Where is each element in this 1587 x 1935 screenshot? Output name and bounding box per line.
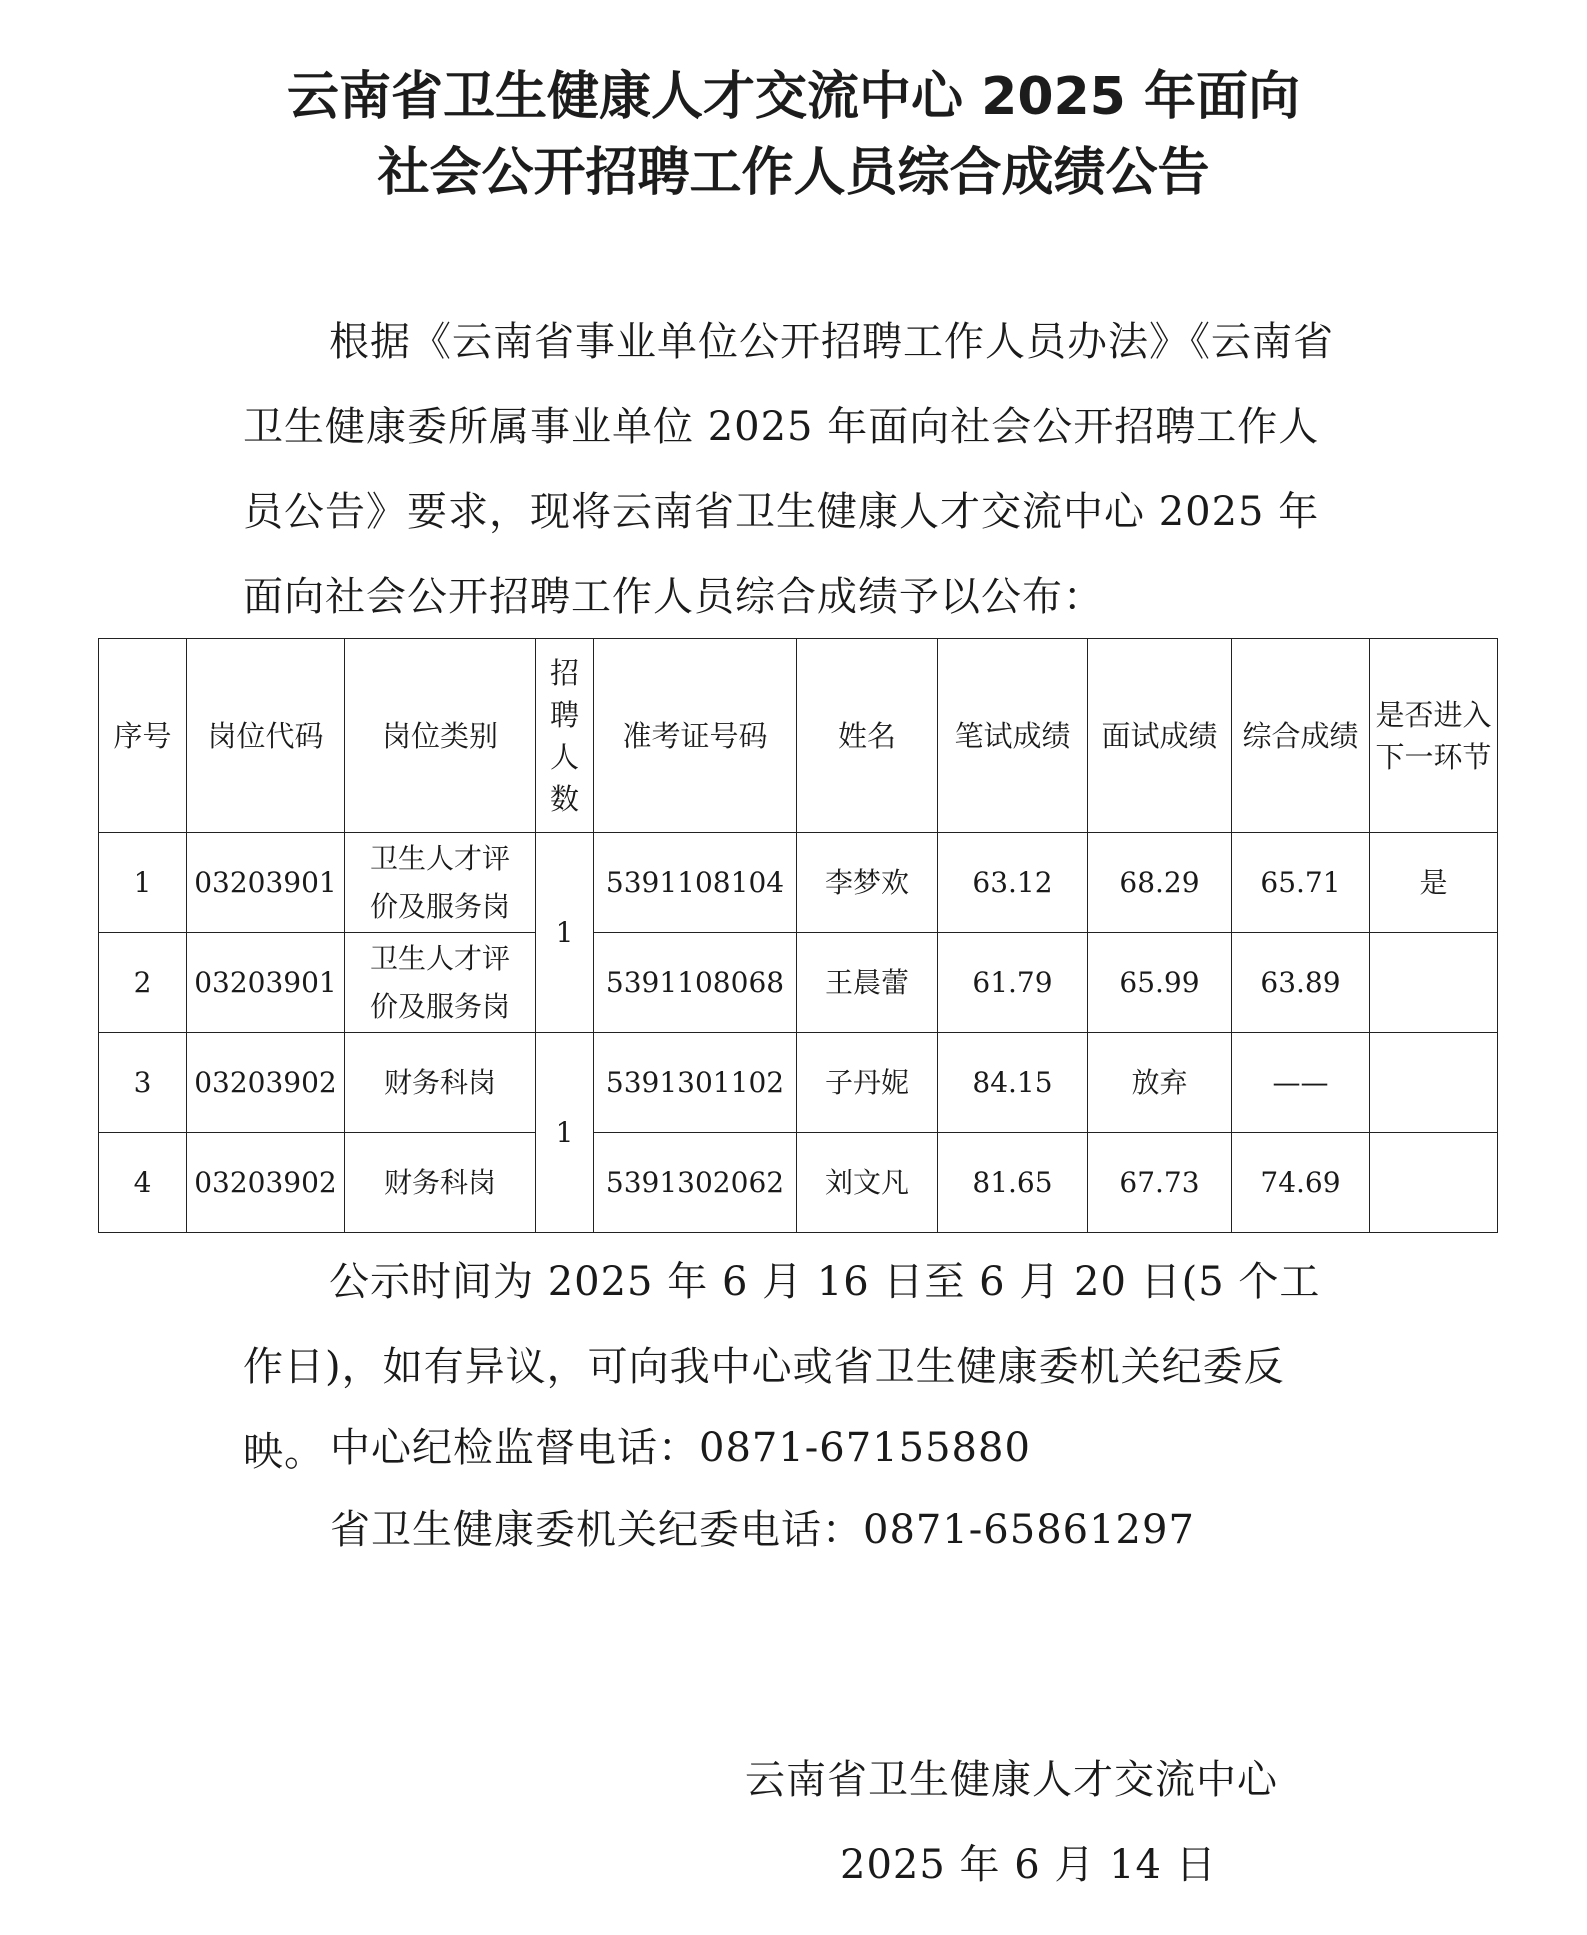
table-row xyxy=(99,933,1498,1033)
cell-post-type: 财务科岗 xyxy=(345,1033,536,1133)
cell-interview: 放弃 xyxy=(1088,1033,1232,1133)
cell-overall: 63.89 xyxy=(1232,933,1370,1033)
page-title-line-2: 社会公开招聘工作人员综合成绩公告 xyxy=(377,143,1210,203)
commission-phone: 省卫生健康委机关纪委电话：0871-65861297 xyxy=(330,1507,1195,1553)
cell-seq: 3 xyxy=(99,1033,187,1133)
cell-next: 是 xyxy=(1370,833,1498,933)
header-written: 笔试成绩 xyxy=(938,639,1088,833)
page-title-line-1: 云南省卫生健康人才交流中心 2025 年面向 xyxy=(287,67,1300,127)
cell-written: 81.65 xyxy=(938,1133,1088,1233)
cell-post-type: 卫生人才评价及服务岗 xyxy=(345,933,536,1033)
header-post-code: 岗位代码 xyxy=(187,639,345,833)
cell-headcount: 1 xyxy=(536,833,594,1033)
cell-overall: 74.69 xyxy=(1232,1133,1370,1233)
cell-interview: 67.73 xyxy=(1088,1133,1232,1233)
cell-name: 王晨蕾 xyxy=(797,933,938,1033)
intro-paragraph: 根据《云南省事业单位公开招聘工作人员办法》《云南省卫生健康委所属事业单位 2025 年面向社会公开招聘工作人员公告》要求，现将云南省卫生健康人才交流中心 2025 年面向社会公开招聘工作人员综合成绩予以公布： xyxy=(243,319,1334,620)
cell-seq: 1 xyxy=(99,833,187,933)
notice-paragraph: 公示时间为 2025 年 6 月 16 日至 6 月 20 日(5 个工作日)，如有异议，可向我中心或省卫生健康委机关纪委反映。 xyxy=(243,1259,1321,1475)
cell-post-code: 03203902 xyxy=(187,1033,345,1133)
signature-org: 云南省卫生健康人才交流中心 xyxy=(745,1757,1278,1803)
header-next: 是否进入下一环节 xyxy=(1370,639,1498,833)
cell-exam-no: 5391301102 xyxy=(594,1033,797,1133)
cell-exam-no: 5391108104 xyxy=(594,833,797,933)
header-name: 姓名 xyxy=(797,639,938,833)
cell-post-code: 03203901 xyxy=(187,833,345,933)
cell-written: 63.12 xyxy=(938,833,1088,933)
cell-overall: —— xyxy=(1232,1033,1370,1133)
cell-post-type: 卫生人才评价及服务岗 xyxy=(345,833,536,933)
cell-written: 84.15 xyxy=(938,1033,1088,1133)
cell-exam-no: 5391108068 xyxy=(594,933,797,1033)
header-exam-no: 准考证号码 xyxy=(594,639,797,833)
cell-post-code: 03203901 xyxy=(187,933,345,1033)
cell-name: 子丹妮 xyxy=(797,1033,938,1133)
cell-next xyxy=(1370,933,1498,1033)
table-row xyxy=(99,1033,1498,1133)
center-phone: 中心纪检监督电话：0871-67155880 xyxy=(330,1425,1031,1471)
cell-exam-no: 5391302062 xyxy=(594,1133,797,1233)
cell-written: 61.79 xyxy=(938,933,1088,1033)
cell-interview: 65.99 xyxy=(1088,933,1232,1033)
table-row xyxy=(99,1133,1498,1233)
header-interview: 面试成绩 xyxy=(1088,639,1232,833)
signature-date: 2025 年 6 月 14 日 xyxy=(840,1842,1217,1888)
score-table xyxy=(98,638,1498,1233)
cell-next xyxy=(1370,1133,1498,1233)
cell-headcount: 1 xyxy=(536,1033,594,1233)
cell-post-type: 财务科岗 xyxy=(345,1133,536,1233)
cell-name: 刘文凡 xyxy=(797,1133,938,1233)
cell-name: 李梦欢 xyxy=(797,833,938,933)
cell-next xyxy=(1370,1033,1498,1133)
cell-post-code: 03203902 xyxy=(187,1133,345,1233)
table-row xyxy=(99,833,1498,933)
header-post-type: 岗位类别 xyxy=(345,639,536,833)
header-overall: 综合成绩 xyxy=(1232,639,1370,833)
header-headcount: 招聘人数 xyxy=(536,639,594,833)
cell-interview: 68.29 xyxy=(1088,833,1232,933)
table-header-row xyxy=(99,639,1498,833)
header-seq: 序号 xyxy=(99,639,187,833)
cell-overall: 65.71 xyxy=(1232,833,1370,933)
cell-seq: 4 xyxy=(99,1133,187,1233)
cell-seq: 2 xyxy=(99,933,187,1033)
